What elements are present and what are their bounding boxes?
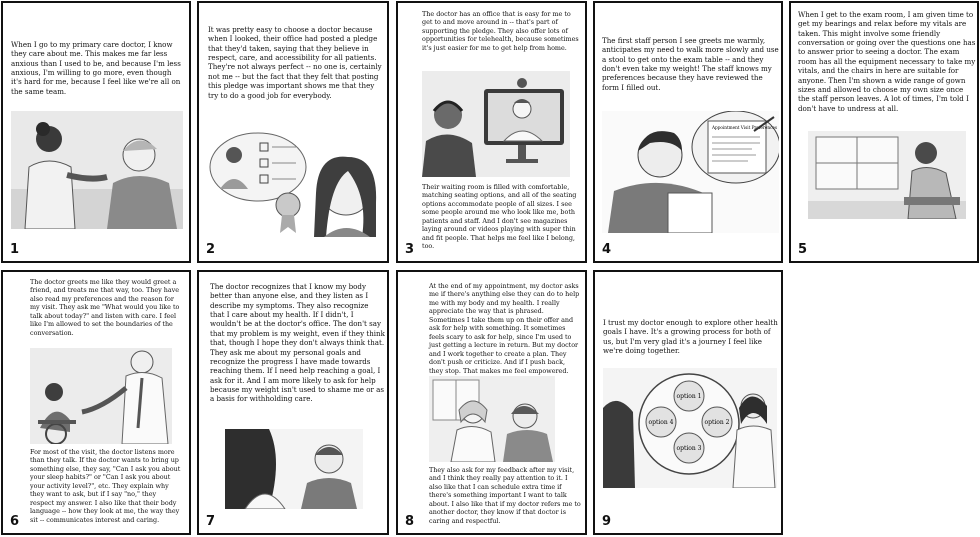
option-3-label: option 3 xyxy=(676,445,702,452)
panel-5 xyxy=(789,1,979,263)
panel-9 xyxy=(593,270,783,535)
panel-7-text: The doctor recognizes that I know my body better than anyone else, and they listen as I describe my symptoms. They also recognize that I care about my health. If I didn't, I wouldn't be at the doctor's office. The don't say that my problem is my weight, even if they think that, though I hope they don't always think that. They ask me about my personal goals and recognize the progress I have made towards reaching them. If I need help reaching a goal, I ask for it. And I am more likely to ask for help because my weight isn't used to shame me or as a basis for withholding care. xyxy=(210,282,385,404)
panel-1 xyxy=(1,1,191,263)
panel-1-number: 1 xyxy=(10,242,20,257)
panel-7-illustration xyxy=(225,429,363,509)
panel-6 xyxy=(1,270,191,535)
panel-2-text: It was pretty easy to choose a doctor because when I looked, their office had posted a pledge that they'd taken, saying that they believe in respect, care, and accessibility for all patients. They're not always perfect -- no one is, certainly not me -- but the fact that they felt that posting this pledge was important shows me that they try to do a good job for everybody. xyxy=(208,25,382,100)
option-2-label: option 2 xyxy=(704,419,730,426)
panel-2-number: 2 xyxy=(206,242,216,257)
panel-5-number: 5 xyxy=(798,242,808,257)
panel-8-illustration xyxy=(429,376,555,462)
option-4-label: option 4 xyxy=(648,419,674,426)
panel-3-illustration xyxy=(422,71,570,177)
panel-4-illustration xyxy=(602,111,779,233)
panel-8-text: At the end of my appointment, my doctor asks me if there's anything else they can do to help me with my body and my health. I really appreciate the way that is phrased. Sometimes I take them up on their offer and ask for help with something. It sometimes feels scary to ask for help, since I'm used to just getting a lecture in return. But my doctor and I work together to create a plan. They don't push or criticize. And if I push back, they stop. That makes me feel empowered. xyxy=(429,282,580,375)
panel-7-number: 7 xyxy=(206,514,216,529)
panel-5-text: When I get to the exam room, I am given time to get my bearings and relax before my vitals are taken. This might involve some friendly conversation or going over the questions one has to answer prior to seeing a doctor. The exam room has all the equipment necessary to take my vitals, and the chairs in here are suitable for anyone. Then I'm shown a wide range of gown sizes and allowed to choose my own size once the staff person leaves. A lot of times, I'm told I don't have to undress at all. xyxy=(798,10,976,113)
panel-8-text-2: They also ask for my feedback after my visit, and I think they really pay attention to it. I also like that I can schedule extra time if there's something important I want to talk about. I also like that if my doctor refers me to another doctor, they know if that doctor is caring and respectful. xyxy=(429,466,581,525)
panel-6-text: The doctor greets me like they would greet a friend, and treats me that way, too. They have also read my preferences and the reason for my visit. They ask me "What would you like to talk about today?" and listen with care. I feel like I'm allowed to set the boundaries of the conversation. xyxy=(30,278,180,337)
panel-3-text: The doctor has an office that is easy for me to get to and move around in -- that's part of supporting the pledge. They also offer lots of opportunities for telehealth, because sometimes it's just easier for me to get help from home. xyxy=(422,10,579,52)
panel-4-text: The first staff person I see greets me warmly, anticipates my need to walk more slowly and use a stool to get onto the exam table -- and they don't even take my weight! The staff knows my preferences because they have reviewed the form I filled out. xyxy=(602,36,779,92)
panel-2-illustration xyxy=(208,127,382,237)
panel-3 xyxy=(396,1,587,263)
panel-9-illustration xyxy=(603,368,777,488)
panel-6-illustration xyxy=(30,348,172,444)
panel-8 xyxy=(396,270,587,535)
panel-3-text-2: Their waiting room is filled with comfortable, matching seating options, and all of the seating options accommodate people of all sizes. I see some people around me who look like me, both patients and staff. And I don't see magazines laying around or videos playing with super thin and fit people. That helps me feel like I belong, too. xyxy=(422,183,577,251)
form-title: Appointment Visit Preferences xyxy=(712,125,778,130)
panel-6-text-2: For most of the visit, the doctor listens more than they talk. If the doctor wants to bring up something else, they say, "Can I ask you about your sleep habits?" or "Can I ask you about your activity level?", etc. They explain why they want to ask, but if I say "no," they respect my answer. I also like that their body language -- how they look at me, the way they sit -- communicates interest and caring. xyxy=(30,448,181,524)
panel-6-number: 6 xyxy=(10,514,20,529)
panel-4-number: 4 xyxy=(602,242,612,257)
panel-3-number: 3 xyxy=(405,242,415,257)
panel-9-number: 9 xyxy=(602,514,612,529)
panel-2 xyxy=(197,1,389,263)
panel-4 xyxy=(593,1,783,263)
panel-1-text: When I go to my primary care doctor, I know they care about me. This makes me far less anxious than I used to be, and because I'm less anxious, I'm willing to go more, even though it's hard for me, because I feel like we're all on the same team. xyxy=(11,40,181,96)
panel-9-text: I trust my doctor enough to explore other health goals I have. It's a growing process for both of us, but I'm very glad it's a journey I feel like we're doing together. xyxy=(603,318,778,356)
option-1-label: option 1 xyxy=(676,393,702,400)
panel-7 xyxy=(197,270,389,535)
panel-5-illustration xyxy=(808,131,966,219)
panel-8-number: 8 xyxy=(405,514,415,529)
panel-1-illustration xyxy=(11,111,183,229)
